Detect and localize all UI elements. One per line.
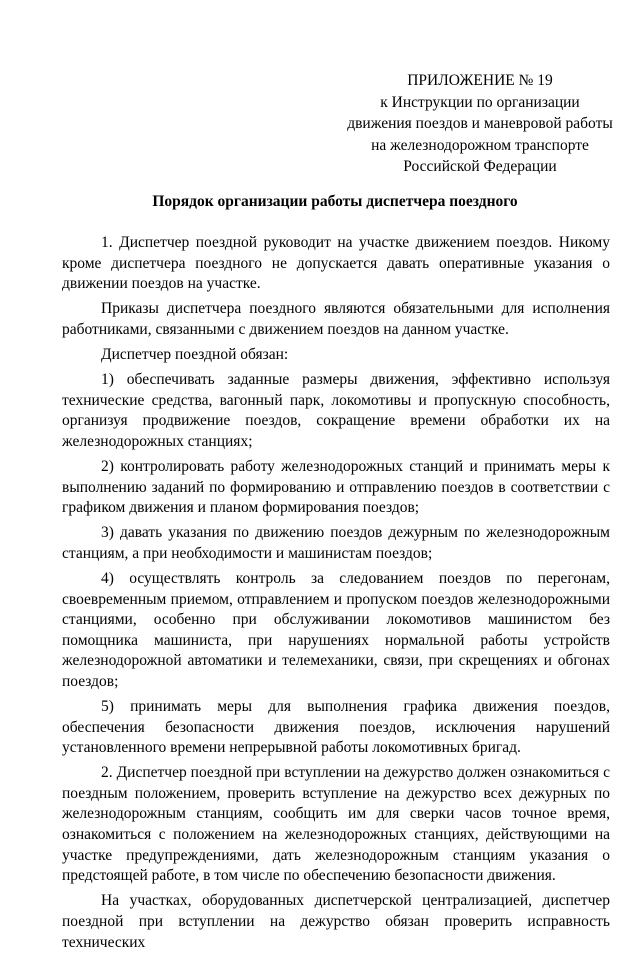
paragraph-item-3: 3) давать указания по движению поездов дежурным по железнодорожным станциям, а при необходимости и машинистам поездов; [62, 524, 610, 562]
paragraph-section-2: 2. Диспетчер поездной при вступлении на дежурство должен ознакомиться с поездным положением, проверить вступление на дежурство всех дежурных по железнодорожным станциям, сообщить им для сверки часов точное время, ознакомиться с положением на железнодорожных станциях, действующими на участке предупреждениями, дать железнодорожным станциям указания о предстоящей работе, в том числе по обеспечению безопасности движения. [62, 764, 610, 885]
paragraph-3: Диспетчер поездной обязан: [101, 345, 289, 363]
appendix-reference-line-3: на железнодорожном транспорте [371, 136, 589, 154]
paragraph-item-5: 5) принимать меры для выполнения графика движения поездов, обеспечения безопасности движения поездов, исключения нарушений установленного времени непрерывной работы локомотивных бригад. [62, 697, 610, 757]
paragraph-item-2: 2) контролировать работу железнодорожных станций и принимать меры к выполнению заданий по формированию и отправлению поездов в соответствии с графиком движения и планом формирования поездов; [62, 457, 610, 517]
document-title: Порядок организации работы диспетчера поездного [152, 193, 518, 210]
appendix-reference-line-1: к Инструкции по организации [380, 93, 580, 111]
paragraph-section-2-continued: На участках, оборудованных диспетчерской централизацией, диспетчер поездной при вступлении на дежурство обязан проверить исправность технических [62, 892, 610, 951]
paragraph-2: Приказы диспетчера поездного являются обязательными для исполнения работниками, связанными с движением поездов на данном участке. [62, 300, 610, 338]
paragraph-item-4: 4) осуществлять контроль за следованием поездов по перегонам, своевременным приемом, отправлением и пропуском поездов железнодорожными станциями, особенно при обслуживании локомотивов машинистом без помощника машиниста, при нарушениях нормальной работы устройств железнодорожной автоматики и телемеханики, связи, при скрещениях и обгонах поездов; [62, 569, 610, 690]
appendix-reference-line-2: движения поездов и маневровой работы [347, 115, 613, 132]
paragraph-1: 1. Диспетчер поездной руководит на участке движением поездов. Никому кроме диспетчера поездного не допускается давать оперативные указания о движении поездов на участке. [62, 234, 610, 293]
paragraph-item-1: 1) обеспечивать заданные размеры движения, эффективно используя технические средства, вагонный парк, локомотивы и пропускную способность, организуя продвижение поездов, сокращение времени обработки их на железнодорожных станциях; [62, 371, 610, 450]
appendix-reference-line-4: Российской Федерации [403, 158, 557, 175]
document-body [62, 233, 610, 958]
appendix-number: ПРИЛОЖЕНИЕ № 19 [407, 72, 553, 89]
appendix-header [330, 70, 630, 178]
